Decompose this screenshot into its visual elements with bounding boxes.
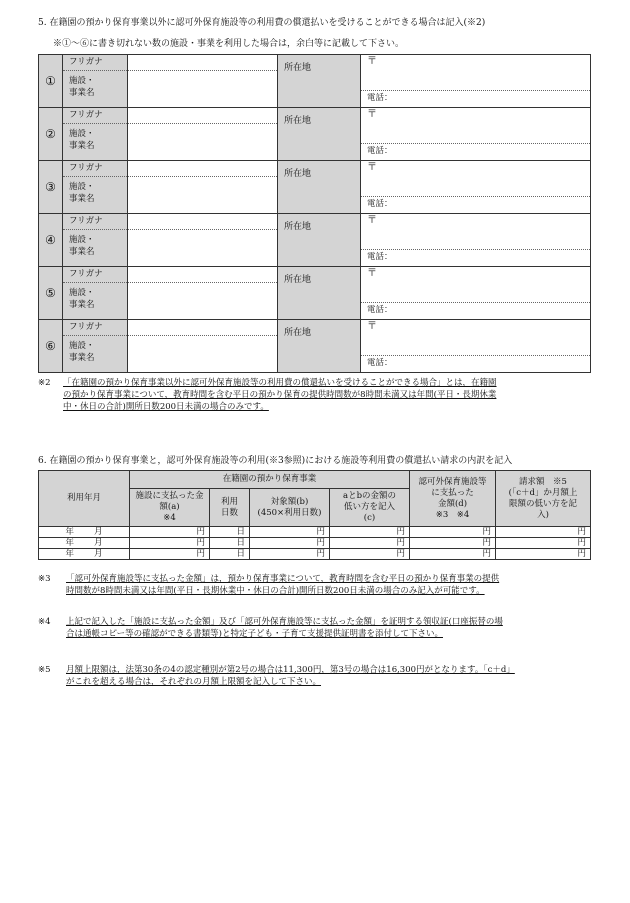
header-unlicensed-1: 認可外保育施設等: [418, 476, 487, 487]
header-unlicensed-2: に支払った: [431, 487, 474, 498]
header-days: [210, 489, 250, 527]
header-lower: [330, 489, 410, 527]
facility-name-field[interactable]: [128, 55, 278, 108]
facility-name-labels: [63, 161, 128, 214]
phone-label: 電話：: [361, 302, 590, 318]
location-label: 所在地: [278, 161, 361, 214]
facility-row-number: ⑥: [39, 320, 63, 373]
lower-amount-field[interactable]: [330, 549, 410, 560]
facility-name-field[interactable]: [128, 320, 278, 373]
address-field[interactable]: [361, 320, 591, 373]
footnote-2-mark: ※2: [38, 378, 51, 388]
postal-mark: 〒: [367, 268, 377, 279]
facility-row: [39, 320, 591, 373]
header-claim-4: 入): [537, 509, 549, 520]
header-use-month: 利用年月: [39, 471, 130, 527]
facility-name-label-1: 施設・: [69, 288, 95, 298]
yen-unit: 円: [196, 549, 205, 559]
facility-name-label-1: 施設・: [69, 341, 95, 351]
facility-name-field[interactable]: [128, 267, 278, 320]
year-unit: 年: [65, 549, 74, 559]
facility-row: [39, 267, 591, 320]
target-amount-field[interactable]: [250, 538, 330, 549]
facility-name-label-2: 事業名: [69, 353, 95, 363]
claim-amount-field[interactable]: [496, 527, 591, 538]
location-label: 所在地: [278, 214, 361, 267]
note-3-line-1: 「認可外保育施設等に支払った金額」は，預かり保育事業について，教育時間を含む平日の預かり保育事業の提供: [66, 574, 500, 584]
postal-mark: 〒: [367, 321, 377, 332]
footnote-2-line-3: 中・休日の合計)開所日数200日未満の場合のみです。: [63, 402, 269, 412]
furigana-field[interactable]: [128, 267, 277, 283]
header-lower-1: aとbの金額の: [343, 491, 397, 501]
header-unlicensed-3: 金額(d): [437, 498, 468, 509]
days-field[interactable]: [210, 549, 250, 560]
phone-label: 電話：: [361, 90, 590, 106]
header-claim: [496, 471, 591, 527]
yen-unit: 円: [396, 549, 406, 559]
yen-unit: 円: [396, 538, 406, 548]
header-unlicensed-4: ※3 ※4: [435, 509, 470, 520]
furigana-label: フリガナ: [63, 161, 127, 177]
address-field[interactable]: [361, 108, 591, 161]
facility-name-field[interactable]: [128, 108, 278, 161]
phone-label: 電話：: [361, 196, 590, 212]
note-4-mark: ※4: [38, 617, 51, 627]
address-field[interactable]: [361, 161, 591, 214]
facility-name-label-2: 事業名: [69, 300, 95, 310]
address-field[interactable]: [361, 267, 591, 320]
header-days-2: 日数: [220, 507, 238, 518]
facility-row-number: ①: [39, 55, 63, 108]
year-unit: 年: [65, 538, 74, 548]
location-label: 所在地: [278, 55, 361, 108]
claim-row: [39, 527, 591, 538]
postal-mark: 〒: [367, 162, 377, 173]
year-month-field[interactable]: [39, 549, 130, 560]
claim-row: [39, 549, 591, 560]
note-5-mark: ※5: [38, 665, 51, 675]
postal-mark: 〒: [367, 215, 377, 226]
header-claim-3: 限額の低い方を記: [509, 498, 578, 509]
header-paid-1: 施設に支払った金: [135, 491, 204, 501]
header-group: 在籍園の預かり保育事業: [130, 471, 410, 489]
note-3-line-2: 時間数が8時間未満又は年間(平日・長期休業中・休日の合計)開所日数200日未満の場合のみ記入が可能です。: [66, 586, 485, 596]
yen-unit: 円: [577, 527, 587, 537]
location-label: 所在地: [278, 267, 361, 320]
note-5-line-1: 月額上限額は，法第30条の4の認定種別が第2号の場合は11,300円，第3号の場合は16,300円がとなります。「c＋d」: [66, 665, 515, 675]
facility-name-label-1: 施設・: [69, 76, 95, 86]
year-month-field[interactable]: [39, 527, 130, 538]
facility-row-number: ⑤: [39, 267, 63, 320]
header-paid-2: 額(a): [159, 502, 180, 512]
yen-unit: 円: [482, 538, 492, 548]
yen-unit: 円: [577, 549, 587, 559]
furigana-label: フリガナ: [63, 267, 127, 283]
header-lower-3: (c): [363, 513, 376, 523]
facility-row: [39, 108, 591, 161]
claim-row: [39, 538, 591, 549]
facility-name-label-2: 事業名: [69, 194, 95, 204]
header-claim-2: (「c＋d」か月額上: [508, 487, 578, 498]
furigana-label: フリガナ: [63, 55, 127, 71]
day-unit: 日: [236, 538, 245, 548]
unlicensed-amount-field[interactable]: [410, 527, 496, 538]
note-5-line-2: がこれを超える場合は，それぞれの月額上限額を記入して下さい。: [66, 677, 322, 687]
header-lower-2: 低い方を記入: [344, 502, 396, 512]
yen-unit: 円: [482, 527, 492, 537]
lower-amount-field[interactable]: [330, 538, 410, 549]
header-target-2: (450×利用日数): [257, 507, 322, 518]
facility-name-field[interactable]: [128, 214, 278, 267]
facility-name-labels: [63, 108, 128, 161]
postal-mark: 〒: [367, 109, 377, 120]
header-days-1: 利用: [220, 496, 238, 507]
location-label: 所在地: [278, 320, 361, 373]
furigana-field[interactable]: [128, 161, 277, 177]
address-field[interactable]: [361, 55, 591, 108]
facility-name-labels: [63, 320, 128, 373]
footnote-2-line-1: 「在籍園の預かり保育事業以外に認可外保育施設等の利用費の償還払いを受けることができる場合」とは，在籍園: [63, 378, 497, 388]
paid-amount-field[interactable]: [130, 538, 210, 549]
header-unlicensed: [410, 471, 496, 527]
unlicensed-amount-field[interactable]: [410, 549, 496, 560]
day-unit: 日: [236, 527, 245, 537]
furigana-field[interactable]: [128, 55, 277, 71]
days-field[interactable]: [210, 527, 250, 538]
facility-row-number: ④: [39, 214, 63, 267]
header-target: [250, 489, 330, 527]
note-4-line-1: 上記で記入した「施設に支払った金額」及び「認可外保育施設等に支払った金額」を証明する領収証(口座振替の場: [66, 617, 503, 627]
facility-name-labels: [63, 214, 128, 267]
lower-amount-field[interactable]: [330, 527, 410, 538]
claim-amount-field[interactable]: [496, 549, 591, 560]
claim-amount-field[interactable]: [496, 538, 591, 549]
days-field[interactable]: [210, 538, 250, 549]
day-unit: 日: [236, 549, 245, 559]
furigana-field[interactable]: [128, 214, 277, 230]
section5-note: ※①～⑥に書き切れない数の施設・事業を利用した場合は，余白等に記載して下さい。: [53, 39, 405, 49]
claims-table: [38, 470, 591, 560]
facility-row-number: ③: [39, 161, 63, 214]
header-target-1: 対象額(b): [270, 496, 309, 507]
header-paid-3: ※4: [163, 513, 176, 523]
paid-amount-field[interactable]: [130, 549, 210, 560]
section5-title: 5. 在籍園の預かり保育事業以外に認可外保育施設等の利用費の償還払いを受けることができる場合は記入(※2): [38, 18, 486, 28]
section6-title: 6. 在籍園の預かり保育事業と，認可外保育施設等の利用(※3参照)における施設等利用費の償還払い請求の内訳を記入: [38, 456, 513, 466]
footnote-2-line-2: の預かり保育事業について，教育時間を含む平日の預かり保育の提供時間数が8時間未満又は年間(平日・長期休業: [63, 390, 497, 400]
furigana-field[interactable]: [128, 108, 277, 124]
address-field[interactable]: [361, 214, 591, 267]
facility-row: [39, 161, 591, 214]
furigana-label: フリガナ: [63, 108, 127, 124]
year-month-field[interactable]: [39, 538, 130, 549]
postal-mark: 〒: [367, 56, 377, 67]
furigana-label: フリガナ: [63, 320, 127, 336]
facility-row-number: ②: [39, 108, 63, 161]
yen-unit: 円: [577, 538, 587, 548]
header-paid: [130, 489, 210, 527]
note-3-mark: ※3: [38, 574, 51, 584]
yen-unit: 円: [396, 527, 406, 537]
facility-name-label-1: 施設・: [69, 235, 95, 245]
phone-label: 電話：: [361, 143, 590, 159]
target-amount-field[interactable]: [250, 527, 330, 538]
facility-name-field[interactable]: [128, 161, 278, 214]
facility-name-label-1: 施設・: [69, 129, 95, 139]
facility-row: [39, 214, 591, 267]
facility-name-labels: [63, 55, 128, 108]
yen-unit: 円: [316, 527, 325, 537]
facility-row: [39, 55, 591, 108]
year-unit: 年: [65, 527, 74, 537]
month-unit: 月: [94, 549, 103, 559]
note-4-line-2: 合は通帳コピー等の確認ができる書類等)と特定子ども・子育て支援提供証明書を添付して下さい。: [66, 629, 443, 639]
header-claim-1: 請求額 ※5: [519, 476, 567, 487]
unlicensed-amount-field[interactable]: [410, 538, 496, 549]
paid-amount-field[interactable]: [130, 527, 210, 538]
target-amount-field[interactable]: [250, 549, 330, 560]
location-label: 所在地: [278, 108, 361, 161]
facility-table: [38, 54, 591, 373]
yen-unit: 円: [316, 549, 325, 559]
phone-label: 電話：: [361, 249, 590, 265]
month-unit: 月: [94, 538, 103, 548]
yen-unit: 円: [196, 527, 205, 537]
yen-unit: 円: [482, 549, 492, 559]
furigana-field[interactable]: [128, 320, 277, 336]
phone-label: 電話：: [361, 355, 590, 371]
facility-name-labels: [63, 267, 128, 320]
furigana-label: フリガナ: [63, 214, 127, 230]
yen-unit: 円: [316, 538, 325, 548]
facility-name-label-2: 事業名: [69, 141, 95, 151]
facility-name-label-1: 施設・: [69, 182, 95, 192]
facility-name-label-2: 事業名: [69, 88, 95, 98]
month-unit: 月: [94, 527, 103, 537]
facility-name-label-2: 事業名: [69, 247, 95, 257]
yen-unit: 円: [196, 538, 205, 548]
